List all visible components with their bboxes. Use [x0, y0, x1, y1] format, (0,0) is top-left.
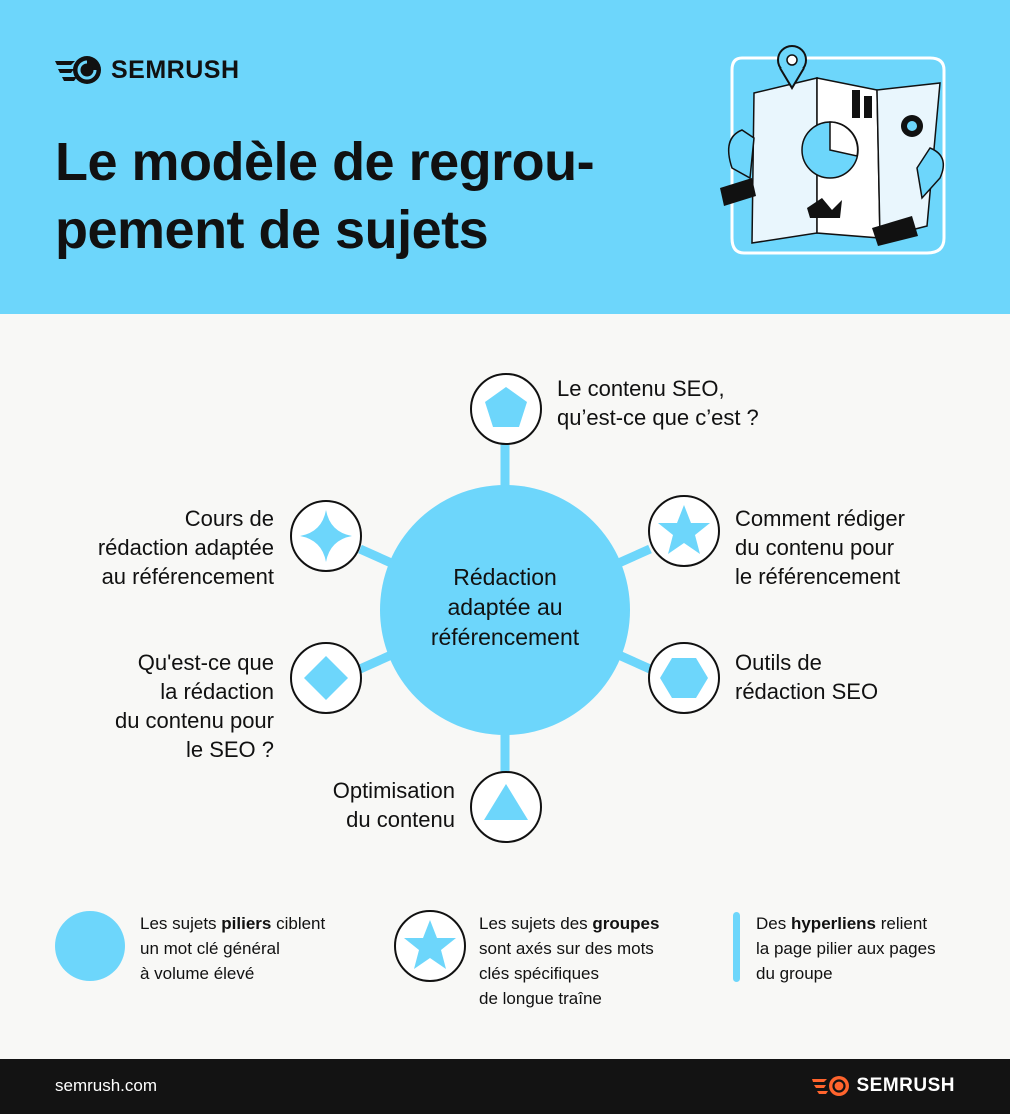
node-four-point-star	[291, 501, 361, 571]
legend-text-part: Des	[756, 914, 791, 933]
topic-label-line: du contenu pour	[114, 708, 274, 733]
topic-label-line: Outils de	[735, 650, 822, 675]
node-hexagon	[649, 643, 719, 713]
page-title-line-1: Le modèle de regrou-	[55, 132, 595, 192]
legend-text-line: un mot clé général	[140, 939, 280, 958]
legend-links-text	[756, 911, 936, 986]
legend-text-part: ciblent	[271, 914, 326, 933]
topic-label-line: qu’est-ce que c’est ?	[557, 405, 759, 430]
pillar-label-line: référencement	[430, 624, 580, 650]
legend-text-part: Les sujets	[140, 914, 222, 933]
semrush-fireball-icon	[55, 55, 103, 85]
legend-text-line: du groupe	[756, 964, 833, 983]
footer-url-link[interactable]: semrush.com	[55, 1076, 158, 1095]
topic-label-line: Comment rédiger	[735, 506, 905, 531]
semrush-fireball-icon	[812, 1075, 850, 1097]
legend-text-line: de longue traîne	[479, 989, 602, 1008]
topic-label-line: Cours de	[184, 506, 274, 531]
legend-text-line: clés spécifiques	[479, 964, 600, 983]
topic-label-line: le SEO ?	[185, 737, 274, 762]
topic-label-line: la rédaction	[160, 679, 274, 704]
topic-label-diamond	[115, 648, 274, 764]
topic-label-line: le référencement	[735, 564, 901, 589]
topic-label-triangle	[333, 776, 455, 834]
footer-semrush-wordmark: SEMRUSH	[856, 1075, 955, 1096]
footer-semrush-logo[interactable]	[812, 1075, 955, 1097]
legend-keyword: hyperliens	[790, 914, 877, 933]
legend-cluster-text	[479, 911, 659, 1011]
legend-text-part: Les sujets des	[479, 914, 593, 933]
topic-label-line: Le contenu SEO,	[557, 376, 725, 401]
legend	[0, 900, 1010, 1050]
topic-label-line: du contenu	[346, 807, 455, 832]
topic-label-line: rédaction SEO	[735, 679, 879, 704]
legend-text-line: sont axés sur des mots	[479, 939, 654, 958]
semrush-wordmark: SEMRUSH	[111, 55, 240, 84]
pillar-label	[380, 562, 630, 652]
legend-pillar-circle-icon	[55, 911, 125, 981]
legend-text-part: relient	[876, 914, 928, 933]
footer	[0, 1059, 1010, 1114]
pillar-label-line: adaptée au	[447, 594, 563, 620]
legend-hyperlink-bar-icon	[733, 912, 740, 982]
topic-label-line: Qu'est-ce que	[137, 650, 274, 675]
node-star	[649, 496, 719, 566]
topic-label-line: Optimisation	[332, 778, 455, 803]
legend-keyword: piliers	[221, 914, 272, 933]
topic-label-line: rédaction adaptée	[97, 535, 274, 560]
map-illustration	[712, 38, 962, 278]
topic-label-hexagon	[735, 648, 878, 706]
page-title	[55, 128, 695, 264]
topic-label-four-point-star	[98, 504, 274, 591]
pillar-label-line: Rédaction	[453, 564, 557, 590]
topic-label-line: du contenu pour	[735, 535, 895, 560]
node-diamond	[291, 643, 361, 713]
legend-pillar-text	[140, 911, 325, 986]
topic-cluster-diagram	[0, 314, 1010, 874]
topic-label-line: au référencement	[101, 564, 274, 589]
semrush-logo[interactable]	[55, 55, 240, 85]
header-banner	[0, 0, 1010, 314]
legend-text-line: la page pilier aux pages	[756, 939, 936, 958]
node-triangle	[471, 772, 541, 842]
legend-keyword: groupes	[592, 914, 660, 933]
node-pentagon	[471, 374, 541, 444]
page-title-line-2: pement de sujets	[55, 200, 489, 260]
topic-label-star	[735, 504, 905, 591]
legend-text-line: à volume élevé	[140, 964, 255, 983]
topic-label-pentagon	[557, 374, 759, 432]
